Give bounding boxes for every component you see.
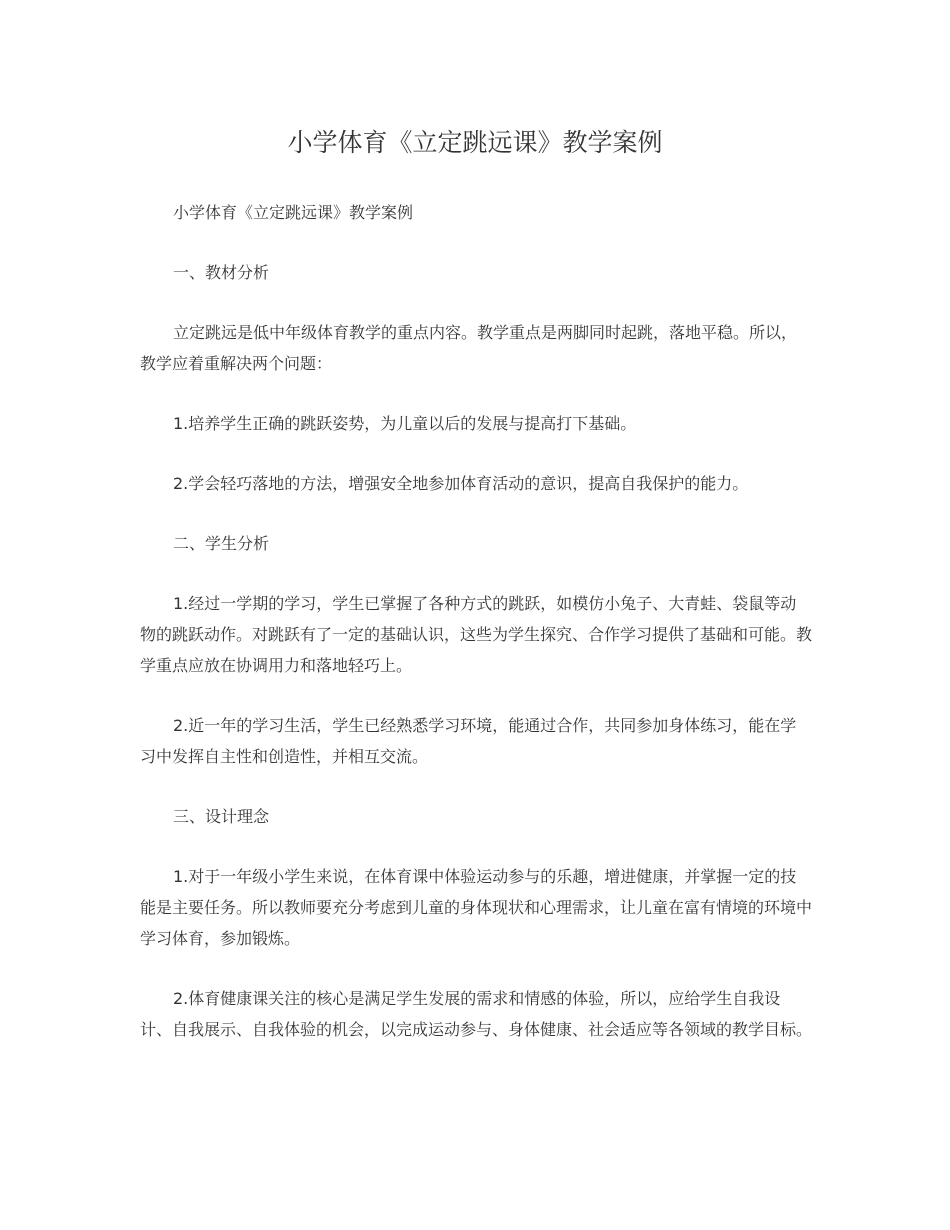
document-body <box>140 197 812 1074</box>
section-heading-textbook-analysis: 一、教材分析 <box>173 263 270 282</box>
section-heading-student-analysis: 二、学生分析 <box>173 534 270 553</box>
subtitle-paragraph: 小学体育《立定跳远课》教学案例 <box>173 203 414 222</box>
page-title: 小学体育《立定跳远课》教学案例 <box>287 128 663 157</box>
list-item: 2.近一年的学习生活，学生已经熟悉学习环境，能通过合作，共同参加身体练习，能在学习中发挥自主性和创造性，并相互交流。 <box>140 716 797 766</box>
list-item: 1.培养学生正确的跳跃姿势，为儿童以后的发展与提高打下基础。 <box>173 414 637 433</box>
list-item: 1.对于一年级小学生来说，在体育课中体验运动参与的乐趣，增进健康，并掌握一定的技能是主要任务。所以教师要充分考虑到儿童的身体现状和心理需求，让儿童在富有情境的环境中学习体育，参加锻炼。 <box>140 867 813 948</box>
section-heading-design-concept: 三、设计理念 <box>173 807 270 826</box>
list-item: 1.经过一学期的学习，学生已掌握了各种方式的跳跃，如模仿小兔子、大青蛙、袋鼠等动物的跳跃动作。对跳跃有了一定的基础认识，这些为学生探究、合作学习提供了基础和可能。教学重点应放在协调用力和落地轻巧上。 <box>140 594 813 675</box>
body-paragraph: 立定跳远是低中年级体育教学的重点内容。教学重点是两脚同时起跳，落地平稳。所以，教学应着重解决两个问题： <box>140 323 798 373</box>
list-item: 2.学会轻巧落地的方法，增强安全地参加体育活动的意识，提高自我保护的能力。 <box>173 474 749 493</box>
list-item: 2.体育健康课关注的核心是满足学生发展的需求和情感的体验，所以，应给学生自我设计、自我展示、自我体验的机会，以完成运动参与、身体健康、社会适应等各领域的教学目标。 <box>140 989 813 1039</box>
